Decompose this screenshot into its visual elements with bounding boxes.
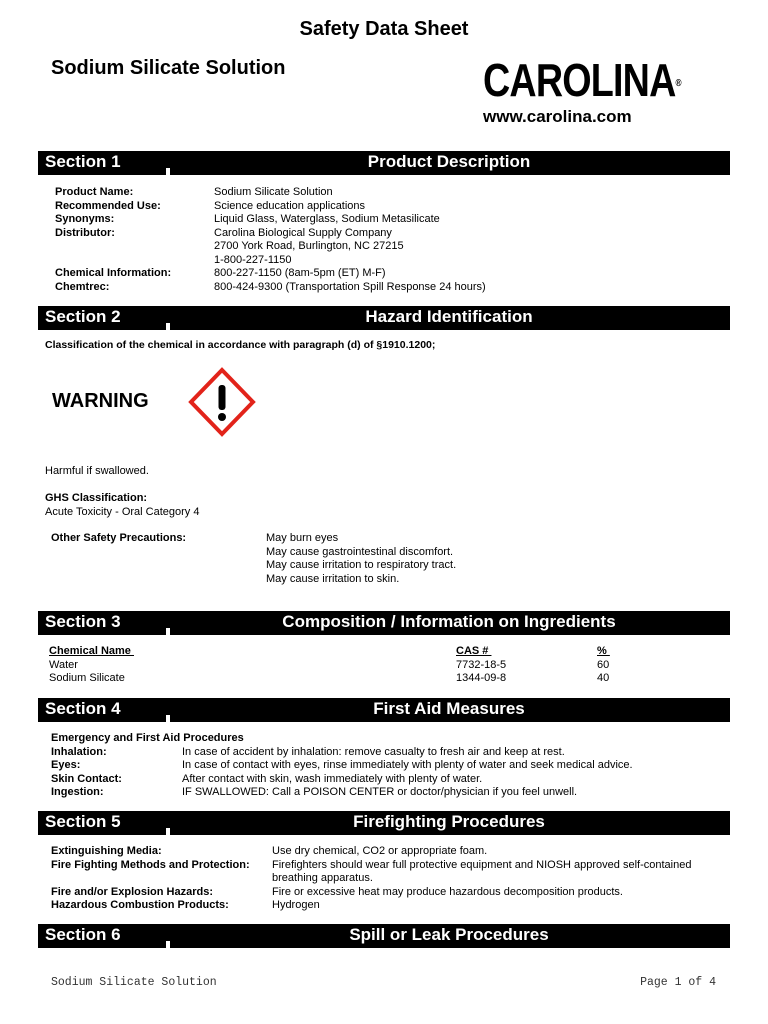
field-value: breathing apparatus. bbox=[272, 872, 373, 884]
section-title: Hazard Identification bbox=[365, 307, 533, 326]
field-value: Sodium Silicate Solution bbox=[214, 186, 333, 198]
section-title: Composition / Information on Ingredients bbox=[282, 612, 616, 631]
bar-divider bbox=[166, 941, 170, 948]
field-label: Fire and/or Explosion Hazards: bbox=[51, 885, 213, 898]
section-1-header bbox=[38, 151, 730, 175]
logo-wordmark bbox=[483, 54, 681, 106]
table-cell-percent: 60 bbox=[597, 658, 610, 671]
ghs-label: GHS Classification: bbox=[45, 492, 148, 504]
product-title: Sodium Silicate Solution bbox=[51, 57, 286, 79]
column-header-percent: % bbox=[597, 645, 610, 657]
bar-divider bbox=[166, 323, 170, 330]
field-value: After contact with skin, wash immediately with plenty of water. bbox=[182, 772, 483, 785]
field-label: Product Name: bbox=[55, 186, 134, 198]
section-title: Spill or Leak Procedures bbox=[349, 925, 549, 944]
bar-divider bbox=[166, 828, 170, 835]
section-title: Firefighting Procedures bbox=[353, 812, 545, 831]
field-label: Extinguishing Media: bbox=[51, 845, 162, 857]
field-label: Chemtrec: bbox=[55, 280, 110, 293]
document-title: Safety Data Sheet bbox=[299, 18, 469, 40]
bar-divider bbox=[166, 168, 170, 175]
field-value: 800-424-9300 (Transportation Spill Response 24 hours) bbox=[214, 280, 486, 293]
section-number: Section 4 bbox=[45, 699, 121, 718]
table-cell-name: Water bbox=[49, 658, 78, 671]
field-label: Skin Contact: bbox=[51, 772, 122, 785]
section-number: Section 3 bbox=[45, 612, 121, 631]
classification-statement: Classification of the chemical in accordance with paragraph (d) of §1910.1200; bbox=[45, 339, 436, 351]
section-title: Product Description bbox=[367, 152, 531, 171]
section-title: First Aid Measures bbox=[373, 699, 525, 718]
carolina-logo bbox=[483, 54, 681, 127]
website-url: www.carolina.com bbox=[483, 107, 632, 126]
field-label: Ingestion: bbox=[51, 786, 104, 798]
section-6-header bbox=[38, 924, 730, 948]
field-value: 1-800-227-1150 bbox=[214, 253, 292, 266]
precaution-item: May burn eyes bbox=[266, 532, 339, 544]
field-value: In case of accident by inhalation: remove casualty to fresh air and keep at rest. bbox=[182, 745, 565, 758]
bar-divider bbox=[166, 628, 170, 635]
section-number: Section 6 bbox=[45, 925, 121, 944]
registered-mark: ® bbox=[675, 78, 681, 89]
first-aid-subtitle: Emergency and First Aid Procedures bbox=[51, 732, 244, 744]
section-number: Section 2 bbox=[45, 307, 121, 326]
precaution-item: May cause irritation to skin. bbox=[266, 572, 400, 585]
table-cell-percent: 40 bbox=[597, 672, 610, 684]
field-value: IF SWALLOWED: Call a POISON CENTER or doctor/physician if you feel unwell. bbox=[182, 786, 578, 798]
field-label: Inhalation: bbox=[51, 745, 107, 758]
field-value: Science education applications bbox=[214, 199, 366, 212]
field-value: Fire or excessive heat may produce hazardous decomposition products. bbox=[272, 885, 623, 898]
other-precautions-label: Other Safety Precautions: bbox=[51, 532, 187, 544]
section-number: Section 1 bbox=[45, 152, 121, 171]
field-label: Chemical Information: bbox=[55, 267, 172, 279]
section-3-header bbox=[38, 611, 730, 635]
field-label: Synonyms: bbox=[55, 213, 115, 225]
logo-text: CAROLINA bbox=[483, 54, 676, 106]
column-header-chemical-name: Chemical Name bbox=[49, 645, 134, 657]
bar-divider bbox=[166, 715, 170, 722]
field-label: Fire Fighting Methods and Protection: bbox=[51, 858, 250, 871]
column-header-cas: CAS # bbox=[456, 645, 492, 657]
field-label: Recommended Use: bbox=[55, 199, 161, 212]
ghs-value: Acute Toxicity - Oral Category 4 bbox=[45, 505, 200, 518]
field-value: 800-227-1150 (8am-5pm (ET) M-F) bbox=[214, 267, 386, 279]
field-label: Eyes: bbox=[51, 759, 81, 771]
section-4-header bbox=[38, 698, 730, 722]
hazard-statement: Harmful if swallowed. bbox=[45, 465, 149, 477]
footer-product-name: Sodium Silicate Solution bbox=[51, 976, 217, 989]
field-value: Liquid Glass, Waterglass, Sodium Metasilicate bbox=[214, 213, 440, 225]
section-number: Section 5 bbox=[45, 812, 121, 831]
exclamation-mark-pictogram-icon bbox=[188, 367, 256, 437]
field-value: Hydrogen bbox=[272, 899, 320, 911]
field-value: Use dry chemical, CO2 or appropriate foam. bbox=[272, 845, 488, 857]
signal-word: WARNING bbox=[52, 390, 149, 412]
field-label: Hazardous Combustion Products: bbox=[51, 899, 229, 911]
field-label: Distributor: bbox=[55, 226, 115, 239]
field-value: Firefighters should wear full protective equipment and NIOSH approved self-contained bbox=[272, 858, 692, 871]
precaution-item: May cause gastrointestinal discomfort. bbox=[266, 545, 454, 558]
section-2-header bbox=[38, 306, 730, 330]
table-cell-cas: 7732-18-5 bbox=[456, 658, 507, 671]
field-value: 2700 York Road, Burlington, NC 27215 bbox=[214, 240, 404, 252]
table-cell-name: Sodium Silicate bbox=[49, 672, 125, 684]
field-value: Carolina Biological Supply Company bbox=[214, 226, 392, 239]
section-5-header bbox=[38, 811, 730, 835]
page-number: Page 1 of 4 bbox=[640, 976, 716, 989]
field-value: In case of contact with eyes, rinse immediately with plenty of water and seek medical advice. bbox=[182, 759, 633, 771]
table-cell-cas: 1344-09-8 bbox=[456, 672, 507, 684]
precaution-item: May cause irritation to respiratory tract. bbox=[266, 559, 457, 571]
